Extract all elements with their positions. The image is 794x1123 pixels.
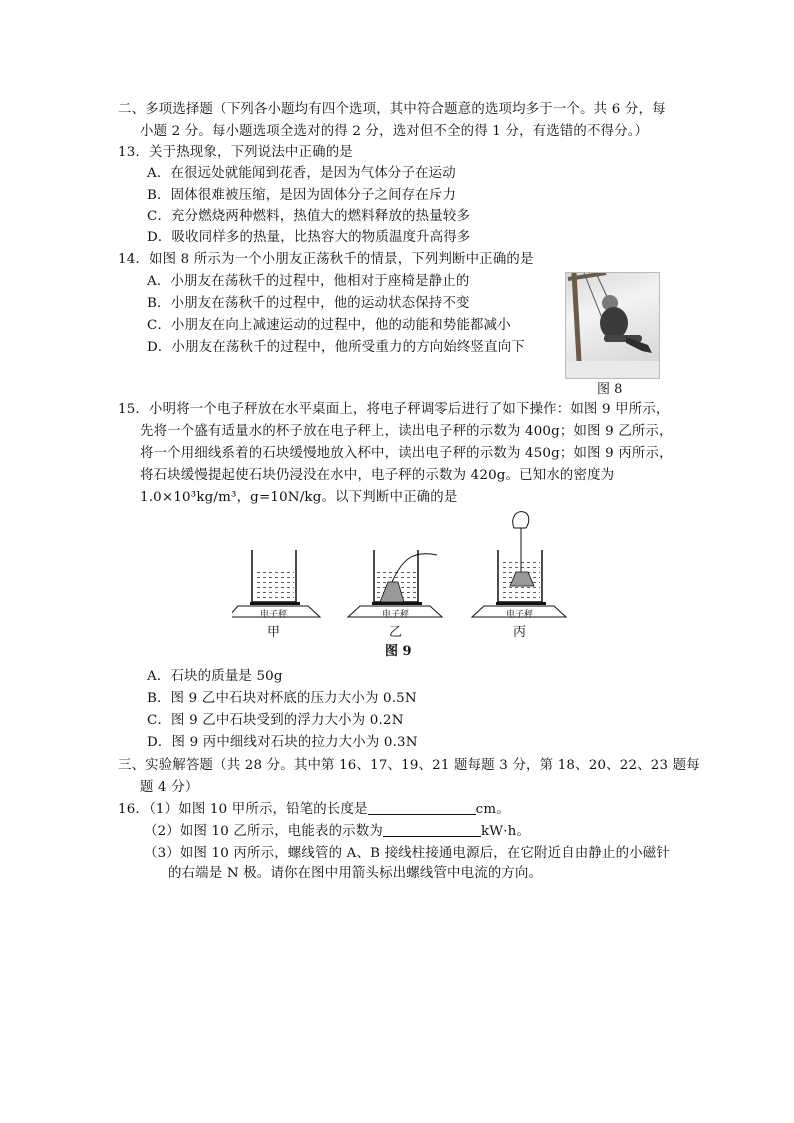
section3-header-line1: 三、实验解答题（共 28 分。其中第 16、17、19、21 题每题 3 分，第 18、20、22、23 题每: [118, 758, 700, 773]
q13-stem: 13．关于热现象，下列说法中正确的是: [118, 145, 353, 160]
q16-part1-text: 16．（1）如图 10 甲所示，铅笔的长度是: [118, 802, 368, 817]
q16-part1-unit: cm。: [475, 802, 510, 817]
q13-option-b: B．固体很难被压缩，是因为固体分子之间存在斥力: [147, 188, 457, 203]
section3-header-line2: 题 4 分）: [140, 780, 199, 795]
q16-part3-line2: 的右端是 N 极。请你在图中用箭头标出螺线管中电流的方向。: [168, 866, 543, 881]
q15-option-d: D．图 9 丙中细线对石块的拉力大小为 0.3N: [147, 735, 418, 750]
pencil-length-blank[interactable]: [368, 800, 476, 815]
scale-label-bing: 电子秤: [506, 610, 534, 620]
figure-9: [232, 510, 572, 660]
q15-line3: 将一个用细线系着的石块缓慢地放入杯中，读出电子秤的示数为 450g；如图 9 丙所示，: [140, 446, 673, 461]
q14-option-a: A．小朋友在荡秋千的过程中，他相对于座椅是静止的: [147, 274, 470, 289]
swing-photo: [565, 272, 660, 379]
q16-part1: [118, 800, 510, 819]
q13-option-c: C．充分燃烧两种燃料，热值大的燃料释放的热量较多: [147, 209, 471, 224]
q16-part2-unit: kW·h。: [480, 824, 531, 839]
meter-reading-blank[interactable]: [383, 822, 481, 837]
q14-stem: 14．如图 8 所示为一个小朋友正荡秋千的情景，下列判断中正确的是: [118, 252, 534, 267]
q14-option-d: D．小朋友在荡秋千的过程中，他所受重力的方向始终竖直向下: [147, 340, 525, 355]
q16-part3-line1: （3）如图 10 丙所示，螺线管的 A、B 接线柱接通电源后，在它附近自由静止的小磁针: [144, 846, 670, 861]
section2-header-line1: 二、多项选择题（下列各小题均有四个选项，其中符合题意的选项均多于一个。共 6 分，每: [118, 102, 666, 117]
q15-line2: 先将一个盛有适量水的杯子放在电子秤上，读出电子秤的示数为 400g；如图 9 乙所示，: [140, 424, 673, 439]
q15-line5: 1.0×10³kg/m³，g=10N/kg。以下判断中正确的是: [140, 490, 458, 505]
scale-label-yi: 电子秤: [382, 610, 410, 620]
q14-option-c: C．小朋友在向上减速运动的过程中，他的动能和势能都减小: [147, 318, 511, 333]
beaker-bing: [472, 512, 566, 617]
fig9-label-yi: 乙: [389, 625, 403, 640]
section2-header-line2: 小题 2 分。每小题选项全选对的得 2 分，选对但不全的得 1 分，有选错的不得分。）: [140, 124, 649, 139]
q15-line4: 将石块缓慢提起使石块仍浸没在水中，电子秤的示数为 420g。已知水的密度为: [140, 468, 615, 483]
q16-part2: [144, 822, 530, 841]
q14-option-b: B．小朋友在荡秋千的过程中，他的运动状态保持不变: [147, 296, 470, 311]
scale-label-jia: 电子秤: [260, 610, 288, 620]
figure-9-caption: 图 9: [385, 644, 412, 659]
q15-option-a: A．石块的质量是 50g: [147, 669, 283, 684]
q13-option-d: D．吸收同样多的热量，比热容大的物质温度升高得多: [147, 230, 471, 245]
fig9-label-jia: 甲: [267, 625, 281, 640]
fig9-label-bing: 丙: [513, 625, 527, 640]
q15-line1: 15．小明将一个电子秤放在水平桌面上，将电子秤调零后进行了如下操作：如图 9 甲所示，: [118, 402, 670, 417]
q15-option-b: B．图 9 乙中石块对杯底的压力大小为 0.5N: [147, 691, 417, 706]
q16-part2-text: （2）如图 10 乙所示，电能表的示数为: [144, 824, 383, 839]
q13-option-a: A．在很远处就能闻到花香，是因为气体分子在运动: [147, 166, 456, 181]
q15-option-c: C．图 9 乙中石块受到的浮力大小为 0.2N: [147, 713, 404, 728]
figure-8-caption: 图 8: [597, 382, 623, 397]
